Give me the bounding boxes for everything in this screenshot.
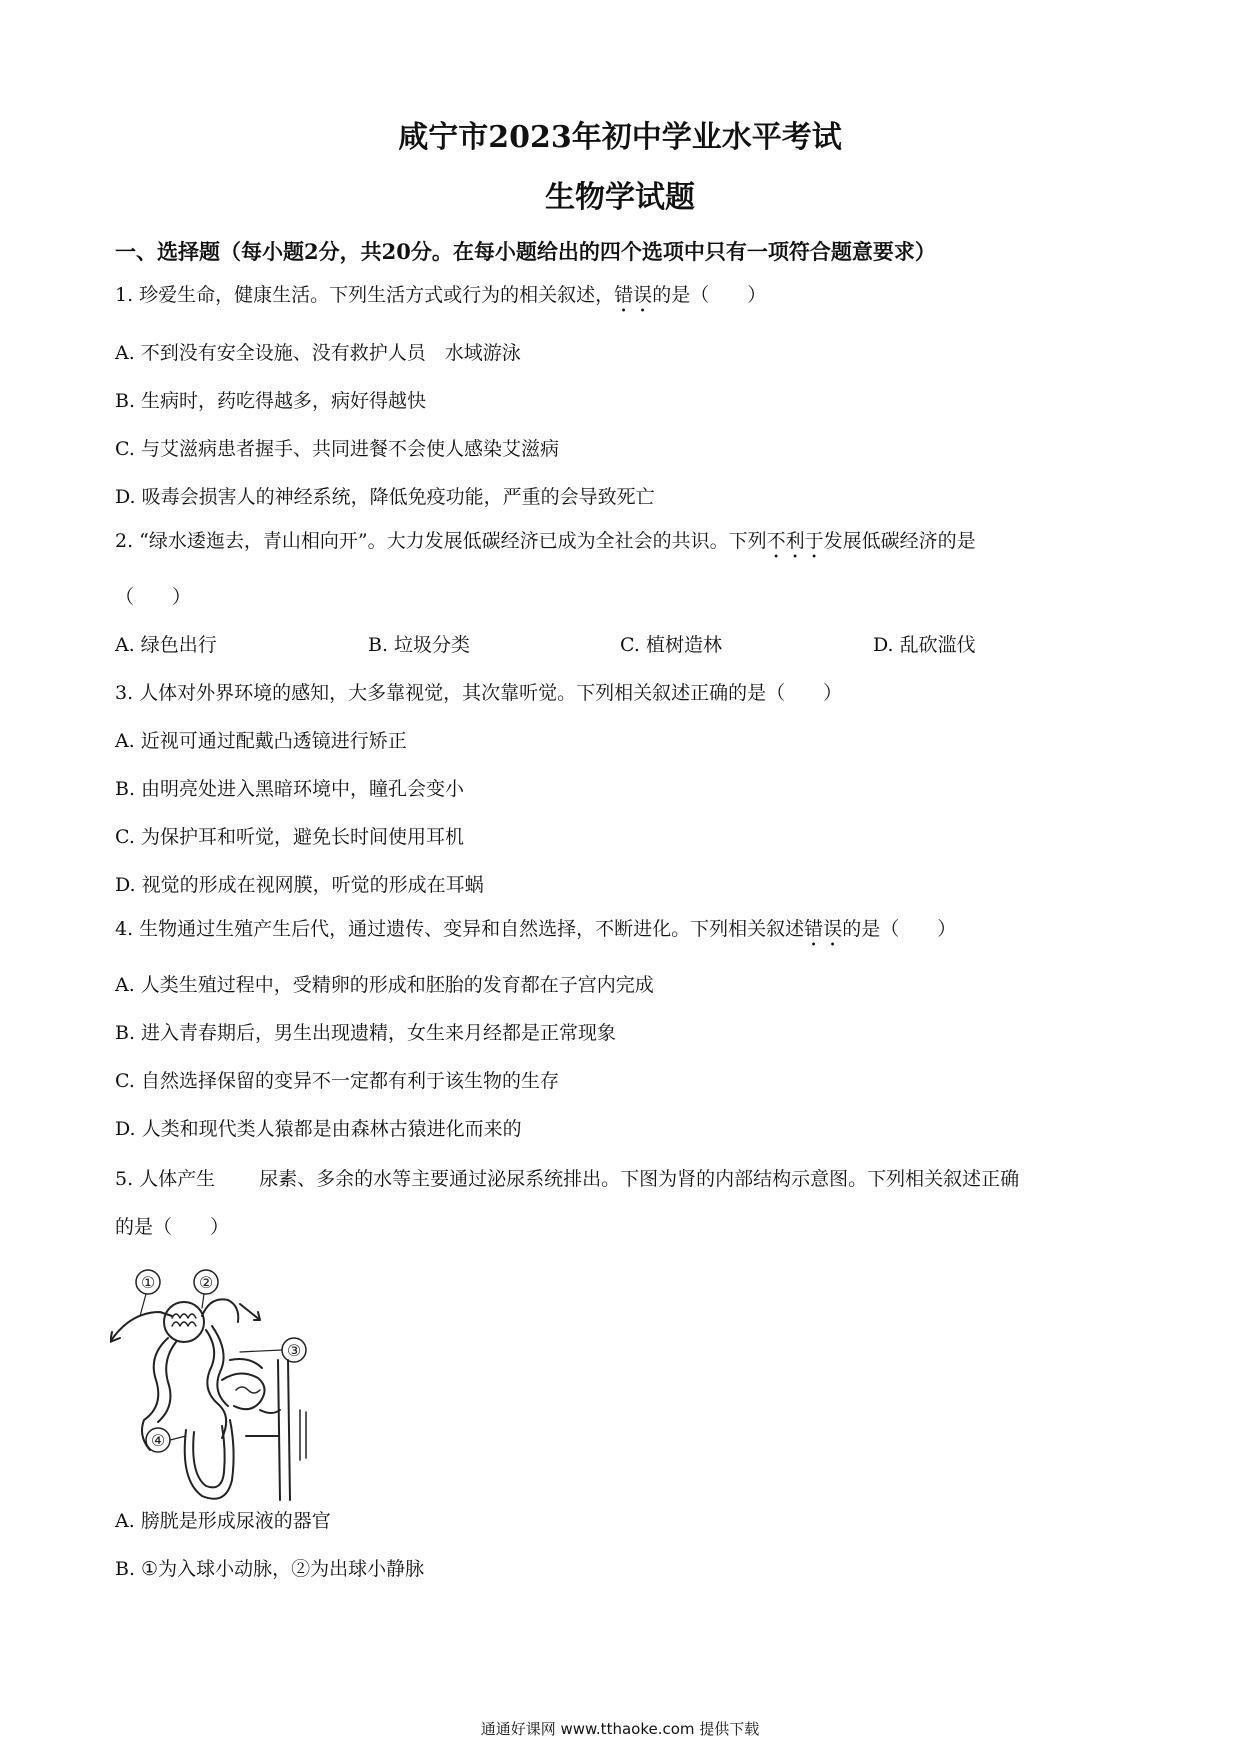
question-3-option-c: C. 为保护耳和听觉，避免长时间使用耳机	[115, 826, 464, 848]
question-2-option-c: C. 植树造林	[620, 634, 722, 656]
question-4-option-a: A. 人类生殖过程中，受精卵的形成和胚胎的发育都在子宫内完成	[115, 974, 654, 996]
question-5-stem-line2: 的是（ ）	[115, 1216, 230, 1238]
question-1-option-b: B. 生病时，药吃得越多，病好得越快	[115, 390, 427, 412]
question-2-option-d: D. 乱砍滥伐	[873, 634, 976, 656]
question-5-stem	[115, 1164, 1019, 1191]
question-1-option-d: D. 吸毒会损害人的神经系统，降低免疫功能，严重的会导致死亡	[115, 486, 655, 508]
question-4-option-d: D. 人类和现代类人猿都是由森林古猿进化而来的	[115, 1118, 522, 1140]
question-4-stem-part: 4. 生物通过生殖产生后代，通过遗传、变异和自然选择，不断进化。下列相关叙述	[115, 918, 805, 940]
label-4: ④	[150, 1431, 166, 1450]
exam-title: 咸宁市2023年初中学业水平考试	[398, 120, 842, 155]
question-2-option-b: B. 垃圾分类	[368, 634, 471, 656]
question-3-stem: 3. 人体对外界环境的感知，大多靠视觉，其次靠听觉。下列相关叙述正确的是（ ）	[115, 682, 843, 704]
question-4-stem	[115, 914, 956, 951]
question-4-option-b: B. 进入青春期后，男生出现遗精，女生来月经都是正常现象	[115, 1022, 617, 1044]
question-5-stem-part: 5. 人体产生	[115, 1168, 216, 1190]
question-5-stem-middle: 尿素、多余的水等主要通过泌尿系统排出。下图为肾的内部结构示意图。下列相关叙述正确	[259, 1168, 1020, 1190]
question-1-option-a: A. 不到没有安全设施、没有救护人员 水域游泳	[115, 342, 521, 364]
question-4-emphasis: 错误	[804, 918, 843, 940]
exam-subtitle: 生物学试题	[545, 180, 695, 215]
question-3-option-a: A. 近视可通过配戴凸透镜进行矫正	[115, 730, 407, 752]
label-2: ②	[198, 1273, 214, 1292]
question-2-stem-end: 发展低碳经济的是	[823, 530, 976, 552]
section-heading: 一、选择题（每小题2分，共20分。在每小题给出的四个选项中只有一项符合题意要求）	[115, 239, 936, 264]
question-3-option-d: D. 视觉的形成在视网膜，听觉的形成在耳蜗	[115, 874, 484, 896]
question-2-paren: （ ）	[115, 586, 192, 608]
question-2-stem-part: 2. “绿水逶迤去，青山相向开”。大力发展低碳经济已成为全社会的共识。下列	[115, 530, 767, 552]
label-3: ③	[286, 1341, 302, 1360]
question-2-stem	[115, 526, 976, 563]
label-1: ①	[140, 1273, 156, 1292]
question-2-option-a: A. 绿色出行	[115, 634, 217, 656]
question-3-option-b: B. 由明亮处进入黑暗环境中，瞳孔会变小	[115, 778, 465, 800]
question-1-option-c: C. 与艾滋病患者握手、共同进餐不会使人感染艾滋病	[115, 438, 559, 460]
question-4-option-c: C. 自然选择保留的变异不一定都有利于该生物的生存	[115, 1070, 559, 1092]
question-1-stem	[115, 280, 766, 317]
question-1-stem-part: 1. 珍爱生命，健康生活。下列生活方式或行为的相关叙述，	[115, 284, 615, 306]
question-1-emphasis: 错误	[614, 284, 653, 306]
page-footer: 通通好课网 www.tthaoke.com 提供下载	[480, 1720, 760, 1738]
question-1-stem-end: 的是（ ）	[652, 284, 767, 306]
question-4-stem-end: 的是（ ）	[842, 918, 957, 940]
question-2-emphasis: 不利于	[766, 530, 824, 552]
nephron-diagram	[110, 1260, 350, 1530]
question-5-option-a: A. 膀胱是形成尿液的器官	[115, 1510, 331, 1532]
question-5-option-b: B. ①为入球小动脉，②为出球小静脉	[115, 1558, 425, 1580]
